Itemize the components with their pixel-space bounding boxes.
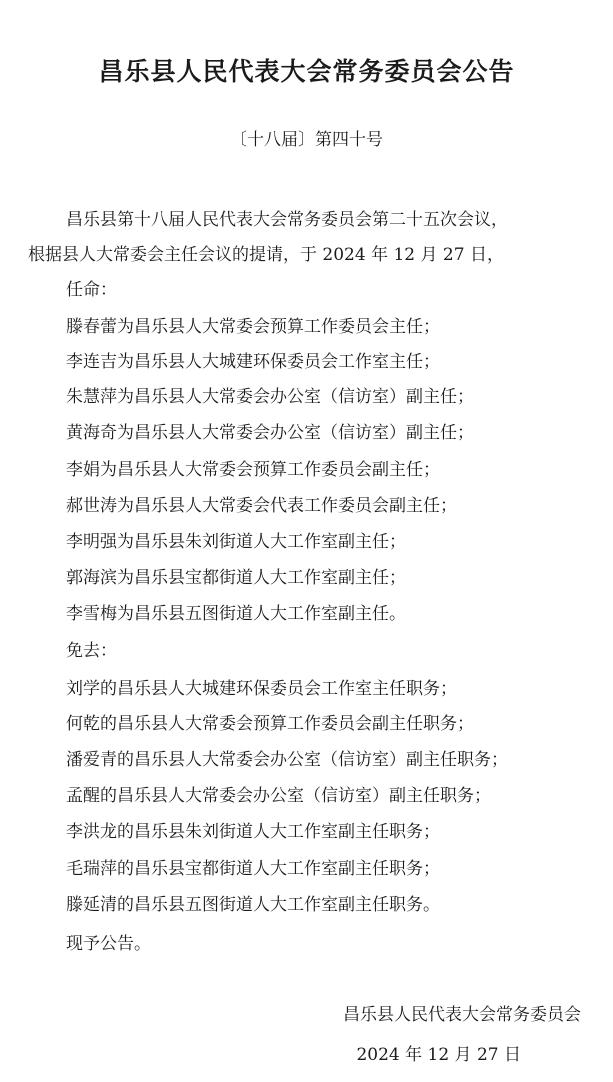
intro-line-2: 根据县人大常委会主任会议的提请，于 2024 年 12 月 27 日， bbox=[28, 245, 504, 265]
signature-date: 2024 年 12 月 27 日 bbox=[356, 1045, 521, 1065]
signature-org: 昌乐县人民代表大会常务委员会 bbox=[343, 1005, 581, 1025]
intro-line-1: 昌乐县第十八届人民代表大会常务委员会第二十五次会议， bbox=[66, 210, 508, 230]
document-number: 〔十八届〕第四十号 bbox=[230, 130, 383, 150]
removal-item: 李洪龙的昌乐县朱刘街道人大工作室副主任职务； bbox=[66, 822, 440, 842]
removal-item: 何乾的昌乐县人大常委会预算工作委员会副主任职务； bbox=[66, 714, 474, 734]
announcement-title: 昌乐县人民代表大会常务委员会公告 bbox=[98, 57, 515, 86]
closing-statement: 现予公告。 bbox=[66, 934, 151, 954]
appointment-item: 郝世涛为昌乐县人大常委会代表工作委员会副主任； bbox=[66, 496, 457, 516]
appointment-item: 郭海滨为昌乐县宝都街道人大工作室副主任； bbox=[66, 568, 406, 588]
appointment-item: 朱慧萍为昌乐县人大常委会办公室（信访室）副主任； bbox=[66, 387, 474, 407]
appointment-item: 李连吉为昌乐县人大城建环保委员会工作室主任； bbox=[66, 352, 440, 372]
appointment-item: 黄海奇为昌乐县人大常委会办公室（信访室）副主任； bbox=[66, 423, 474, 443]
removal-item: 毛瑞萍的昌乐县宝都街道人大工作室副主任职务； bbox=[66, 859, 440, 879]
appoint-heading: 任命： bbox=[66, 280, 117, 300]
appointment-item: 滕春蕾为昌乐县人大常委会预算工作委员会主任； bbox=[66, 317, 440, 337]
removal-item: 刘学的昌乐县人大城建环保委员会工作室主任职务； bbox=[66, 679, 457, 699]
removal-item: 潘爱青的昌乐县人大常委会办公室（信访室）副主任职务； bbox=[66, 750, 508, 770]
removal-item: 孟醒的昌乐县人大常委会办公室（信访室）副主任职务； bbox=[66, 786, 491, 806]
remove-heading: 免去： bbox=[66, 641, 117, 661]
appointment-item: 李雪梅为昌乐县五图街道人大工作室副主任。 bbox=[66, 604, 406, 624]
removal-item: 滕延清的昌乐县五图街道人大工作室副主任职务。 bbox=[66, 895, 440, 915]
appointment-item: 李明强为昌乐县朱刘街道人大工作室副主任； bbox=[66, 532, 406, 552]
appointment-item: 李娟为昌乐县人大常委会预算工作委员会副主任； bbox=[66, 460, 440, 480]
